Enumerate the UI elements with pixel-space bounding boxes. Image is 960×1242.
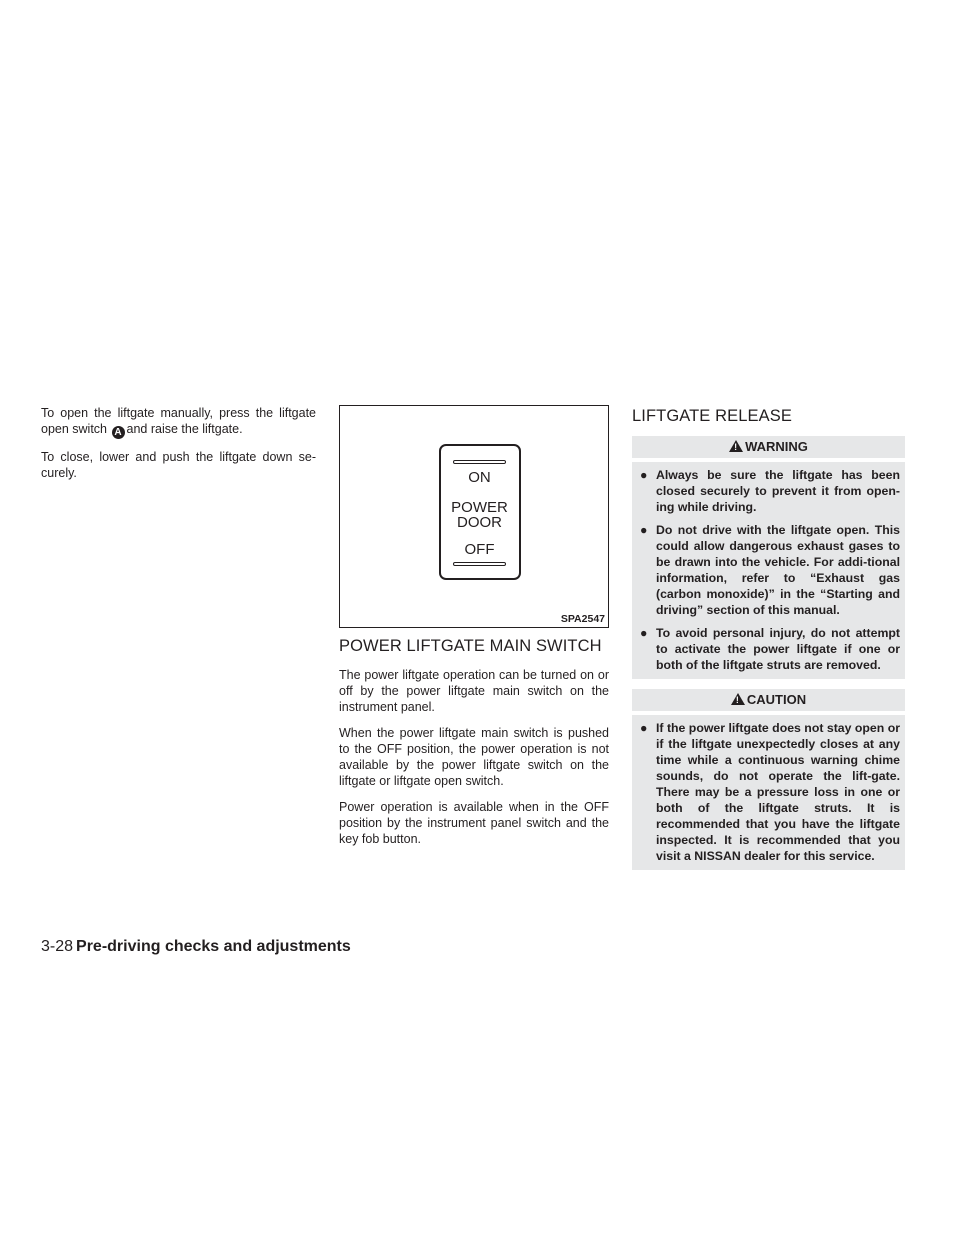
switch-label-on: ON <box>468 469 491 486</box>
power-door-switch-illustration <box>439 444 521 580</box>
main-switch-paragraph: Power operation is available when in the OFF position by the instrument panel switch and the key fob button. <box>339 800 609 846</box>
warning-item <box>637 467 900 515</box>
left-column <box>41 405 316 491</box>
caution-title: CAUTION <box>746 692 807 707</box>
caution-header <box>632 689 905 711</box>
caution-box <box>632 715 905 870</box>
manual-open-text-end: and raise the liftgate. <box>126 422 243 436</box>
middle-column <box>339 405 609 857</box>
main-switch-paragraph: The power liftgate operation can be turned on or off by the power liftgate main switch on the instrument panel. <box>339 668 609 714</box>
switch-label-power: POWER <box>451 499 508 516</box>
manual-open-paragraph <box>41 405 316 439</box>
figure-code: SPA2547 <box>560 613 605 625</box>
bullet: ● <box>640 721 648 735</box>
warning-item-text: Always be sure the liftgate has been closed securely to prevent it from open-ing while driving. <box>656 468 900 514</box>
manual-open-text: To open the liftgate manually, press the liftgate open switch <box>41 406 316 436</box>
manual-close-paragraph: To close, lower and push the liftgate down se-curely. <box>41 450 316 480</box>
caution-item-text: If the power liftgate does not stay open or if the liftgate unexpectedly closes at any time while a continuous warning chime sounds, do not operate the lift-gate. There may be a pressure loss in one or both of the liftgate struts. It is recommended that you have the liftgate inspected. It is recommended that you visit a NISSAN dealer for this service. <box>656 721 900 863</box>
release-heading: LIFTGATE RELEASE <box>632 407 792 425</box>
warning-item <box>637 522 900 618</box>
switch-a-marker: A <box>112 426 125 439</box>
warning-title: WARNING <box>745 439 808 454</box>
page-footer <box>41 938 351 956</box>
warning-box <box>632 462 905 679</box>
switch-figure <box>339 405 609 628</box>
warning-header <box>632 436 905 458</box>
main-switch-paragraph: When the power liftgate main switch is pushed to the OFF position, the power operation is not available by the power liftgate switch on the liftgate or liftgate open switch. <box>339 726 609 788</box>
page-number: 3-28 <box>41 938 74 955</box>
bullet: ● <box>640 523 648 537</box>
chapter-title: Pre-driving checks and adjustments <box>76 938 351 955</box>
switch-label-off: OFF <box>464 541 495 558</box>
bullet: ● <box>640 468 648 482</box>
warning-item-text: Do not drive with the liftgate open. This could allow dangerous exhaust gases to be drawn into the vehicle. For addi-tional information, refer to “Exhaust gas (carbon monoxide)” in the “Starting and driving” section of this manual. <box>656 523 900 617</box>
main-switch-heading: POWER LIFTGATE MAIN SWITCH <box>339 637 602 655</box>
warning-item <box>637 625 900 673</box>
warning-item-text: To avoid personal injury, do not attempt to activate the power liftgate if one or both of the liftgate struts are removed. <box>656 626 900 672</box>
warning-list <box>637 467 900 673</box>
switch-label-door: DOOR <box>457 514 502 531</box>
caution-item <box>637 720 900 864</box>
bullet: ● <box>640 626 648 640</box>
caution-list <box>637 720 900 864</box>
warning-triangle-icon <box>729 440 743 452</box>
switch-bottom-bar <box>453 562 506 566</box>
right-column <box>632 405 905 880</box>
switch-top-bar <box>453 460 506 464</box>
caution-triangle-icon <box>731 693 745 705</box>
